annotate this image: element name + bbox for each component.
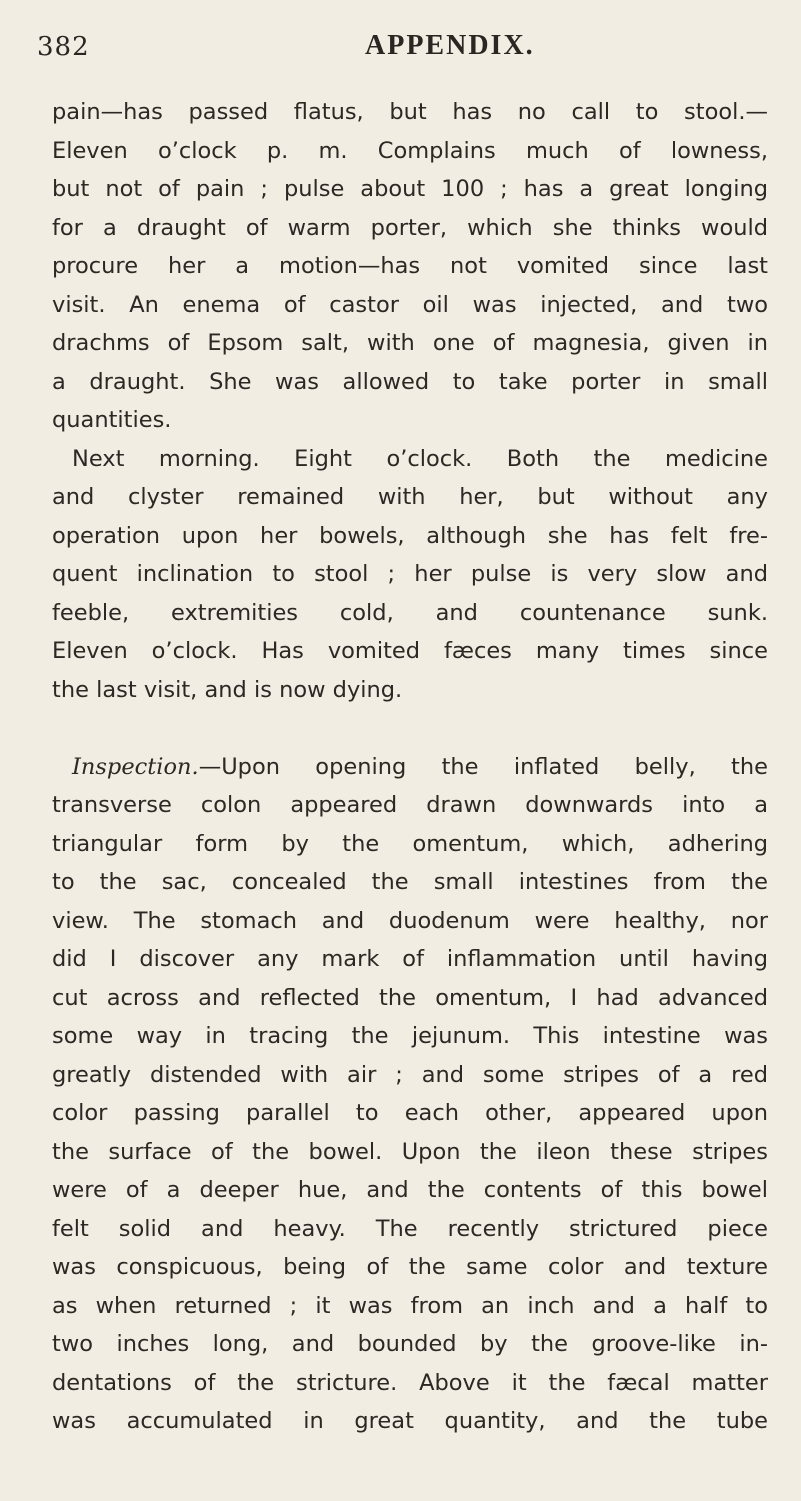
text-line: cut across and reflected the omentum, I had advanced <box>52 984 768 1011</box>
body-text <box>52 93 768 1441</box>
text-line: feeble, extremities cold, and countenance sunk. <box>52 599 768 626</box>
text-line: as when returned ; it was from an inch and a half to <box>52 1292 768 1319</box>
text-line: Eleven o’clock p. m. Complains much of lowness, <box>52 137 768 164</box>
text-line: and clyster remained with her, but without any <box>52 484 768 510</box>
text-line: some way in tracing the jejunum. This intestine was <box>52 1023 768 1049</box>
text-line: a draught. She was allowed to take porter in small <box>52 368 768 395</box>
text-line <box>52 748 768 787</box>
text-line: visit. An enema of castor oil was injected, and two <box>52 291 768 318</box>
text-line: the last visit, and is now dying. <box>52 676 403 703</box>
text-line: was conspicuous, being of the same color and texture <box>52 1254 768 1280</box>
text-line: to the sac, concealed the small intestines from the <box>52 869 768 895</box>
text-line: triangular form by the omentum, which, adhering <box>52 830 768 857</box>
text-line: operation upon her bowels, although she has felt fre- <box>52 522 768 549</box>
text-line: felt solid and heavy. The recently strictured piece <box>52 1215 768 1242</box>
text-line: quent inclination to stool ; her pulse is very slow and <box>52 561 768 587</box>
text-line: two inches long, and bounded by the groove-like in- <box>52 1331 768 1357</box>
text-line: transverse colon appeared drawn downwards into a <box>52 792 768 818</box>
page-header <box>0 28 801 68</box>
text-line: greatly distended with air ; and some stripes of a red <box>52 1061 768 1088</box>
text-line: but not of pain ; pulse about 100 ; has a great longing <box>52 176 768 202</box>
text-line: was accumulated in great quantity, and the tube <box>52 1408 768 1434</box>
text-line: procure her a motion—has not vomited since last <box>52 253 768 279</box>
inspection-heading: Inspection. <box>72 753 199 780</box>
text-line: did I discover any mark of inflammation until having <box>52 946 768 972</box>
text-line: were of a deeper hue, and the contents of this bowel <box>52 1177 768 1203</box>
text-line: dentations of the stricture. Above it the fæcal matter <box>52 1369 768 1396</box>
text-span: —Upon opening the inflated belly, the <box>198 753 768 780</box>
text-line: pain—has passed flatus, but has no call to stool.— <box>52 99 768 125</box>
text-line: for a draught of warm porter, which she thinks would <box>52 214 768 241</box>
text-line: Eleven o’clock. Has vomited fæces many times since <box>52 638 768 664</box>
text-line: color passing parallel to each other, appeared upon <box>52 1100 768 1126</box>
text-line: quantities. <box>52 407 172 433</box>
running-head: APPENDIX. <box>365 30 535 61</box>
text-line: drachms of Epsom salt, with one of magnesia, given in <box>52 330 768 356</box>
text-line: the surface of the bowel. Upon the ileon these stripes <box>52 1138 768 1165</box>
page-number: 382 <box>37 32 90 62</box>
text-line: view. The stomach and duodenum were healthy, nor <box>52 907 768 934</box>
paragraph-gap <box>52 709 768 748</box>
text-line: Next morning. Eight o’clock. Both the medicine <box>72 445 768 472</box>
